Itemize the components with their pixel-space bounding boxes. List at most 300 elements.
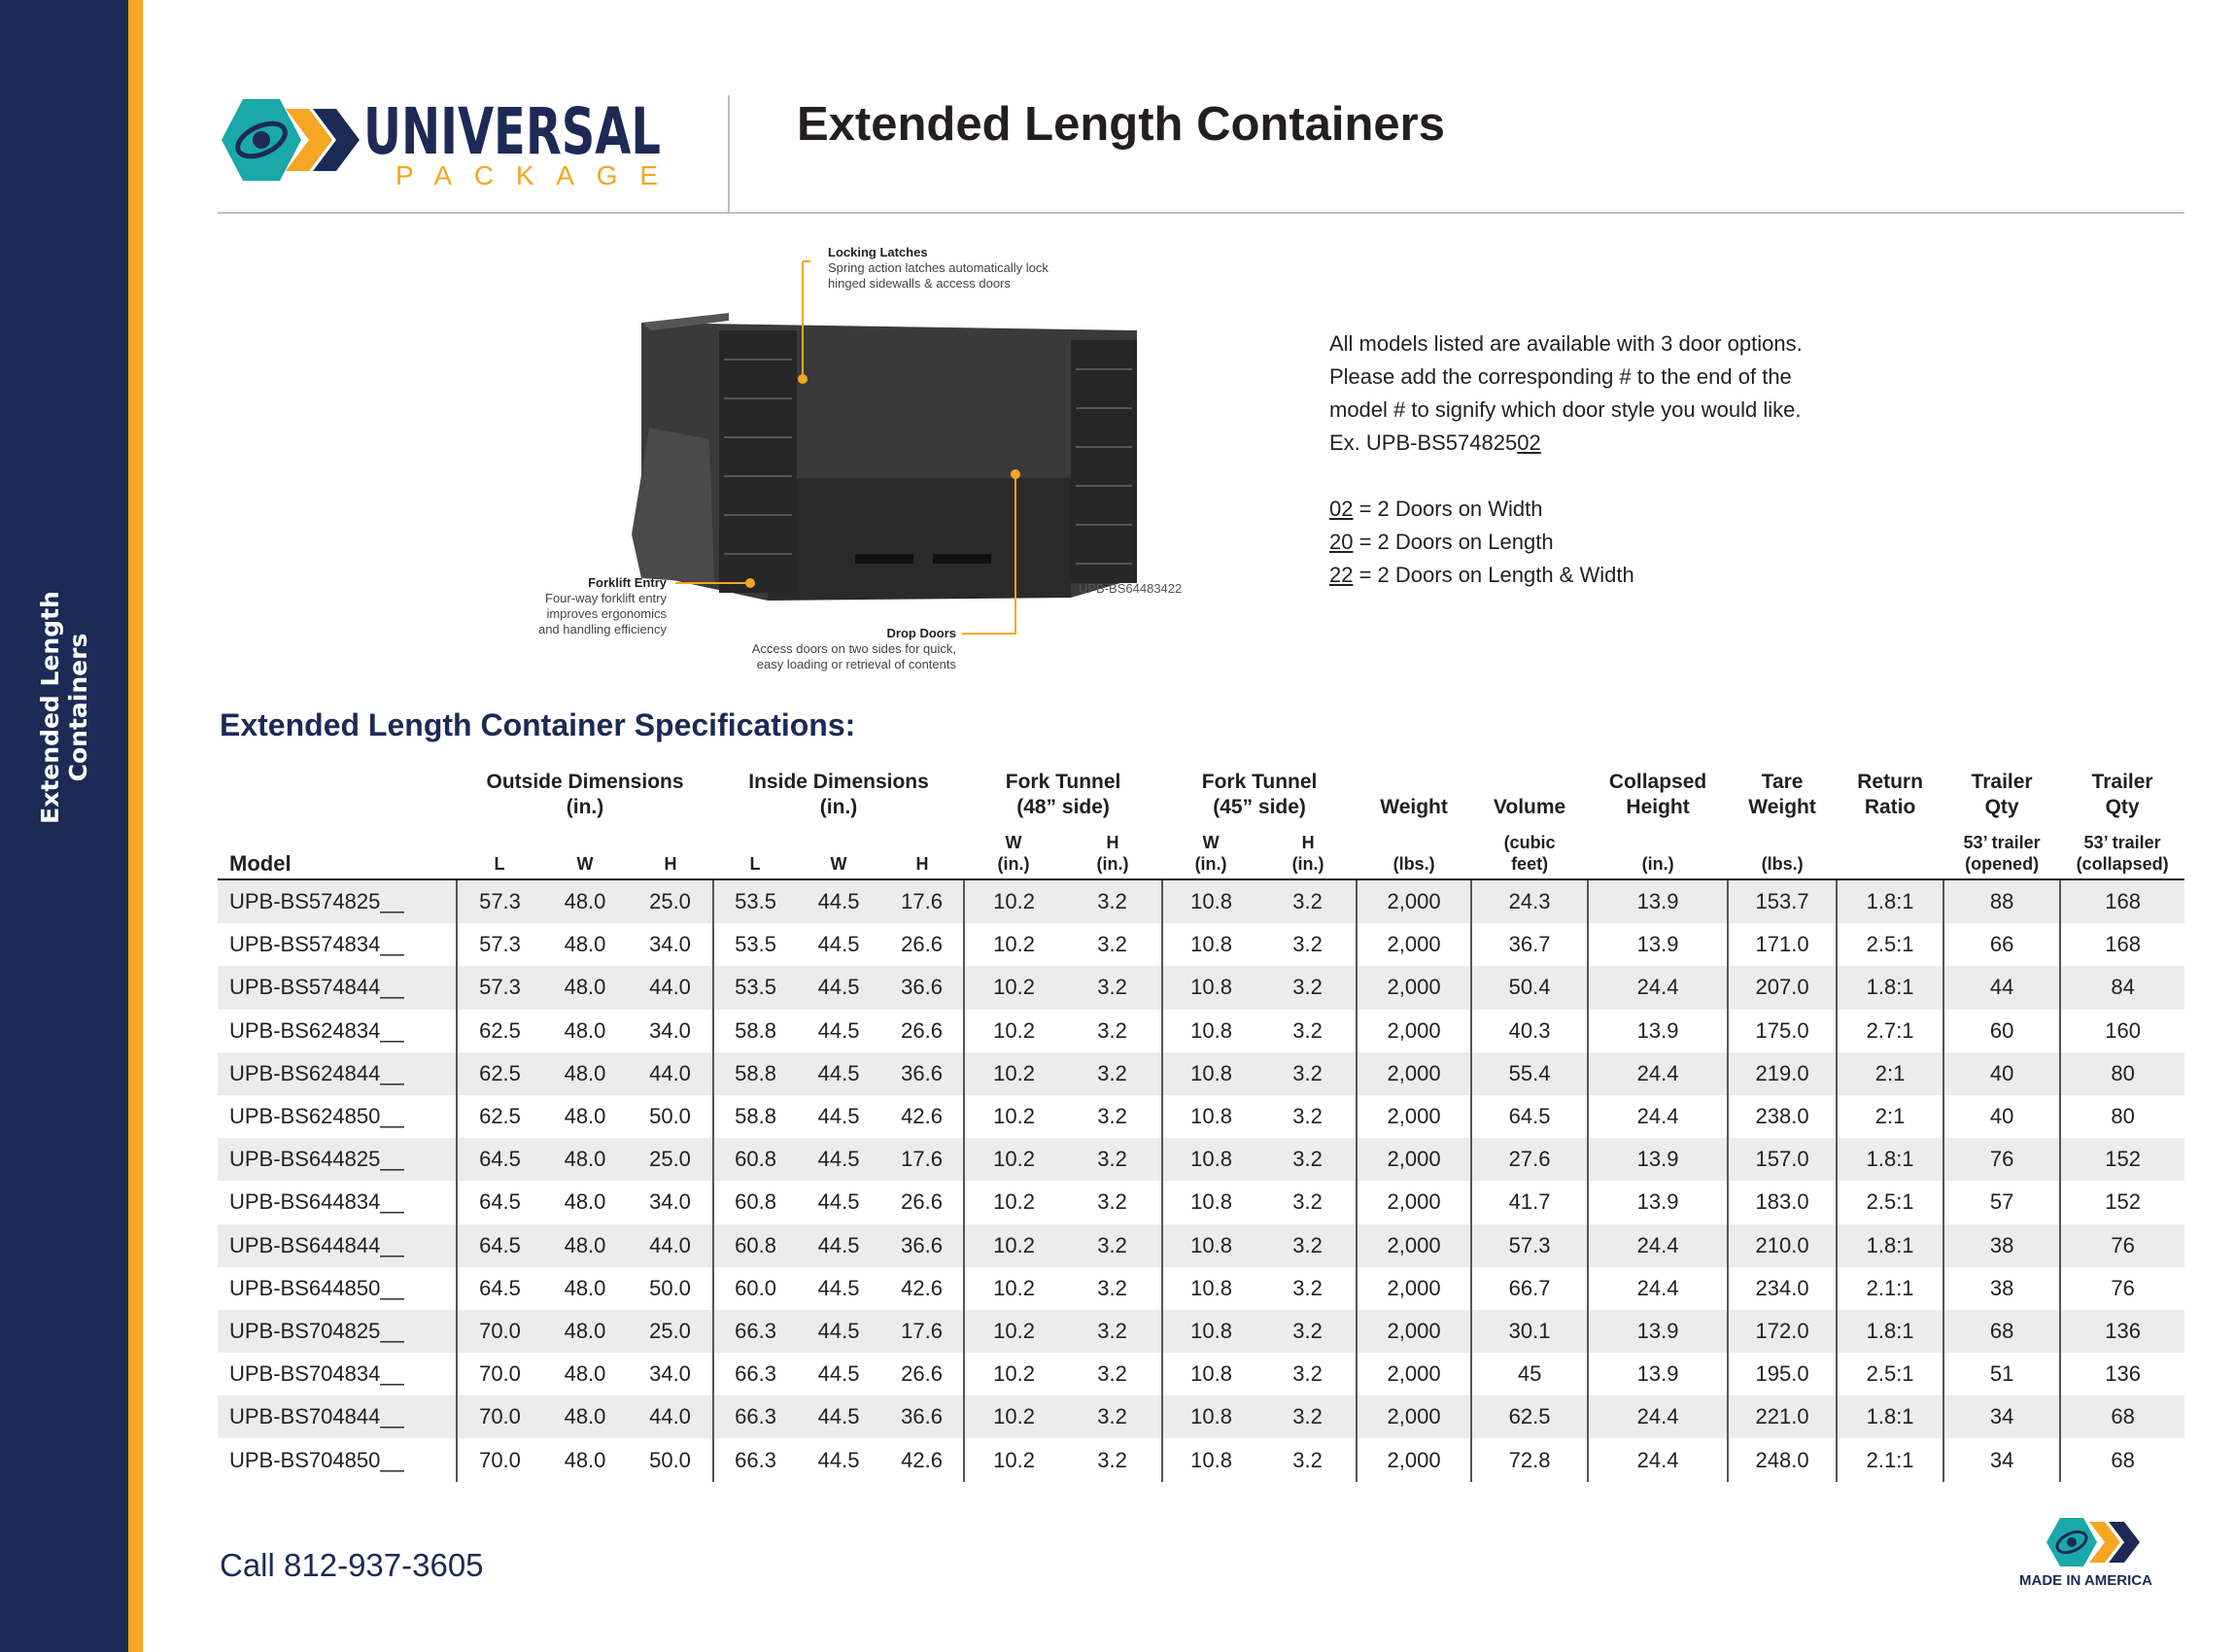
spec-cell: 34 [1943, 1438, 2060, 1481]
door-info-example [1329, 427, 1803, 460]
spec-cell: 44.5 [797, 1395, 880, 1438]
spec-cell: 44.0 [628, 1052, 713, 1095]
spec-cell: 10.8 [1162, 1052, 1259, 1095]
spec-cell: 25.0 [628, 1310, 713, 1353]
spec-cell: 2,000 [1357, 1438, 1471, 1481]
spec-cell: 1.8:1 [1837, 1224, 1943, 1267]
header-trailer-qty-opened: Trailer Qty [1971, 771, 2033, 818]
door-info-line: All models listed are available with 3 door options. [1329, 331, 1803, 356]
spec-cell: 2,000 [1357, 1224, 1471, 1267]
spec-cell: 51 [1943, 1353, 2060, 1395]
spec-cell: 44.0 [628, 1224, 713, 1267]
table-row [218, 1010, 2184, 1052]
spec-cell: 36.6 [880, 1395, 964, 1438]
spec-cell: 3.2 [1063, 1310, 1162, 1353]
door-info-line: Please add the corresponding # to the end of the [1329, 364, 1792, 389]
door-option [1329, 559, 1803, 592]
spec-cell: 152 [2060, 1181, 2184, 1223]
spec-heading: Extended Length Container Specifications: [220, 707, 856, 742]
spec-cell: 44.5 [797, 966, 880, 1009]
example-prefix: Ex. UPB-BS574825 [1329, 430, 1518, 455]
spec-cell: 24.4 [1588, 1095, 1728, 1138]
sidebar [0, 0, 128, 1652]
door-options-info [1329, 327, 1803, 592]
spec-cell: 3.2 [1292, 1361, 1323, 1387]
spec-cell: 2:1 [1837, 1052, 1943, 1095]
spec-cell: 44.5 [797, 879, 880, 923]
spec-cell: 68 [2060, 1438, 2184, 1481]
model-cell: UPB-BS574825__ [218, 879, 457, 923]
spec-cell: 44.5 [797, 1224, 880, 1267]
spec-cell: 44 [1943, 966, 2060, 1009]
spec-cell: 10.8 [1162, 1438, 1259, 1481]
header-fork-tunnel-48: Fork Tunnel (48” side) [1005, 771, 1121, 818]
spec-cell: 24.4 [1588, 1438, 1728, 1481]
model-cell: UPB-BS624844__ [218, 1052, 457, 1095]
spec-cell: 44.5 [817, 1104, 860, 1129]
spec-cell: 48.0 [564, 932, 606, 957]
spec-cell: 3.2 [1292, 1189, 1323, 1215]
sidebar-label-line1: Extended Length [36, 591, 64, 824]
model-cell: UPB-BS704834__ [229, 1361, 404, 1387]
spec-cell: 40.3 [1471, 1010, 1588, 1052]
spec-cell: 10.8 [1162, 1138, 1259, 1181]
spec-cell: 136 [2060, 1353, 2184, 1395]
spec-cell: 36.7 [1471, 923, 1588, 966]
spec-cell: 3.2 [1259, 1395, 1357, 1438]
spec-cell: 62.5 [457, 1010, 542, 1052]
header-inside-h: H [880, 820, 964, 879]
spec-cell: 10.8 [1162, 1353, 1259, 1395]
spec-cell: 34.0 [649, 1189, 691, 1215]
model-cell: UPB-BS644850__ [229, 1275, 404, 1300]
spec-cell: 13.9 [1588, 1010, 1728, 1052]
spec-cell: 53.5 [713, 923, 797, 966]
spec-cell: 57.3 [1471, 1224, 1588, 1267]
spec-cell: 3.2 [1097, 1104, 1127, 1129]
spec-cell: 70.0 [457, 1395, 542, 1438]
spec-cell: 2,000 [1357, 879, 1471, 923]
spec-cell: 2,000 [1357, 923, 1471, 966]
spec-cell: 34.0 [649, 1017, 691, 1043]
spec-table [218, 758, 2184, 1482]
header-weight-unit: (lbs.) [1357, 820, 1471, 879]
door-option-label: = 2 Doors on Length [1353, 530, 1554, 554]
table-row [218, 1181, 2184, 1223]
spec-cell: 2,000 [1357, 1181, 1471, 1223]
spec-cell: 10.2 [964, 1395, 1063, 1438]
header-inside-dimensions: Inside Dimensions (in.) [748, 771, 929, 818]
table-row [218, 923, 2184, 966]
spec-cell: 48.0 [564, 1189, 606, 1215]
spec-cell: 53.5 [713, 966, 797, 1009]
callout-title: Locking Latches [828, 245, 928, 259]
door-option-code: 02 [1329, 497, 1354, 521]
spec-cell: 48.0 [542, 1138, 628, 1181]
spec-cell: 10.2 [964, 879, 1063, 923]
spec-cell: 3.2 [1097, 932, 1127, 957]
spec-cell: 44.5 [817, 1275, 860, 1300]
spec-cell: 13.9 [1588, 1353, 1728, 1395]
spec-cell: 3.2 [1097, 1017, 1127, 1043]
spec-cell: 25.0 [628, 1138, 713, 1181]
logo-wordmark: UNIVERSAL [363, 94, 661, 169]
table-row [218, 879, 2184, 923]
spec-cell: 66.7 [1471, 1267, 1588, 1310]
spec-cell: 24.4 [1588, 1267, 1728, 1310]
spec-cell: 36.6 [880, 966, 964, 1009]
spec-cell: 3.2 [1292, 1275, 1323, 1300]
model-cell: UPB-BS574844__ [218, 966, 457, 1009]
universal-package-logo [218, 91, 665, 189]
spec-cell: 17.6 [880, 1138, 964, 1181]
spec-cell: 136 [2060, 1310, 2184, 1353]
callout-title: Drop Doors [886, 626, 956, 640]
spec-cell: 45 [1471, 1353, 1588, 1395]
spec-cell: 3.2 [1259, 1052, 1357, 1095]
spec-cell: 76 [2060, 1224, 2184, 1267]
logo-mark-icon [218, 91, 665, 189]
table-row [218, 1310, 2184, 1353]
phone-number: Call 812-937-3605 [220, 1547, 484, 1583]
spacer [1329, 460, 1803, 493]
spec-cell: 48.0 [564, 1017, 606, 1043]
spec-cell: 80 [2060, 1052, 2184, 1095]
table-row [218, 1353, 2184, 1395]
model-cell: UPB-BS644825__ [218, 1138, 457, 1181]
spec-cell: 70.0 [457, 1438, 542, 1481]
model-cell: UPB-BS624850__ [229, 1104, 404, 1129]
spec-cell: 2.1:1 [1837, 1267, 1943, 1310]
header-rule [218, 212, 2184, 214]
spec-cell: 2.1:1 [1837, 1438, 1943, 1481]
spec-cell: 68 [2060, 1395, 2184, 1438]
spec-cell: 40 [1943, 1052, 2060, 1095]
model-cell: UPB-BS624834__ [229, 1017, 404, 1043]
spec-cell: 157.0 [1728, 1138, 1837, 1181]
header-outside-w: W [542, 820, 628, 879]
spec-cell: 27.6 [1471, 1138, 1588, 1181]
spec-cell: 2,000 [1357, 1395, 1471, 1438]
header-weight: Weight [1380, 796, 1448, 818]
callout-text: hinged sidewalls & access doors [828, 276, 1011, 291]
spec-cell: 168 [2060, 923, 2184, 966]
spec-cell: 17.6 [880, 879, 964, 923]
spec-cell: 44.5 [817, 1189, 860, 1215]
spec-cell: 238.0 [1728, 1095, 1837, 1138]
spec-cell: 10.8 [1162, 966, 1259, 1009]
spec-cell: 3.2 [1292, 1104, 1323, 1129]
spec-cell: 10.2 [964, 1095, 1063, 1138]
header-trailer-qty-collapsed: Trailer Qty [2091, 771, 2153, 818]
model-cell: UPB-BS574834__ [229, 932, 404, 957]
spec-cell: 42.6 [901, 1447, 943, 1472]
callout-text: improves ergonomics [546, 606, 667, 621]
spec-cell: 24.4 [1588, 1224, 1728, 1267]
spec-cell: 10.8 [1162, 923, 1259, 966]
spec-cell: 172.0 [1728, 1310, 1837, 1353]
spec-cell: 48.0 [542, 1224, 628, 1267]
spec-cell: 88 [1943, 879, 2060, 923]
spec-cell: 34 [1943, 1395, 2060, 1438]
spec-cell: 2,000 [1357, 1095, 1471, 1138]
spec-cell: 3.2 [1292, 1447, 1323, 1472]
spec-cell: 44.0 [628, 966, 713, 1009]
spec-cell: 10.8 [1162, 879, 1259, 923]
door-option-label: = 2 Doors on Length & Width [1353, 563, 1634, 587]
spec-cell: 44.5 [817, 1017, 860, 1043]
spec-cell: 3.2 [1097, 1447, 1127, 1472]
spec-cell: 66.3 [713, 1395, 797, 1438]
spec-cell: 17.6 [880, 1310, 964, 1353]
spec-cell: 10.8 [1162, 1310, 1259, 1353]
spec-cell: 13.9 [1588, 879, 1728, 923]
spec-cell: 38 [1943, 1224, 2060, 1267]
spec-cell: 44.5 [817, 1361, 860, 1387]
header-fork45-w: W (in.) [1162, 820, 1259, 879]
spec-cell: 57.3 [457, 966, 542, 1009]
spec-cell: 44.5 [817, 1447, 860, 1472]
spec-cell: 60 [1943, 1010, 2060, 1052]
spec-cell: 44.5 [797, 1052, 880, 1095]
model-cell: UPB-BS704844__ [218, 1395, 457, 1438]
callout-text: Four-way forklift entry [545, 591, 667, 605]
spec-cell: 58.8 [713, 1010, 797, 1052]
spec-cell: 64.5 [457, 1181, 542, 1223]
page-title: Extended Length Containers [797, 98, 1446, 151]
spec-cell: 10.2 [964, 1310, 1063, 1353]
spec-cell: 64.5 [457, 1267, 542, 1310]
spec-cell: 10.2 [964, 1438, 1063, 1481]
spec-cell: 48.0 [542, 1052, 628, 1095]
spec-cell: 2,000 [1357, 1052, 1471, 1095]
spec-cell: 41.7 [1471, 1181, 1588, 1223]
spec-cell: 44.5 [817, 932, 860, 957]
spec-cell: 10.2 [964, 1267, 1063, 1310]
spec-cell: 3.2 [1292, 932, 1323, 957]
spec-cell: 60.8 [713, 1224, 797, 1267]
header-inside-w: W [797, 820, 880, 879]
spec-cell: 44.5 [797, 1310, 880, 1353]
header-fork-tunnel-45: Fork Tunnel (45” side) [1201, 771, 1318, 818]
model-cell: UPB-BS704825__ [218, 1310, 457, 1353]
spec-cell: 48.0 [542, 1310, 628, 1353]
spec-cell: 58.8 [713, 1052, 797, 1095]
spec-cell: 168 [2060, 879, 2184, 923]
spec-cell: 58.8 [713, 1095, 797, 1138]
spec-cell: 36.6 [880, 1052, 964, 1095]
door-option-code: 20 [1329, 530, 1354, 554]
callout-locking-latches [828, 245, 1049, 292]
spec-cell: 30.1 [1471, 1310, 1588, 1353]
model-cell: UPB-BS644844__ [218, 1224, 457, 1267]
spec-cell: 48.0 [542, 879, 628, 923]
door-option-code: 22 [1329, 563, 1354, 587]
spec-cell: 3.2 [1097, 1189, 1127, 1215]
spec-cell: 10.8 [1162, 1095, 1259, 1138]
spec-cell: 3.2 [1259, 1138, 1357, 1181]
spec-cell: 248.0 [1728, 1438, 1837, 1481]
header-volume-unit: (cubic feet) [1471, 820, 1588, 879]
header-divider [728, 95, 730, 212]
spec-cell: 207.0 [1728, 966, 1837, 1009]
door-option-label: = 2 Doors on Width [1353, 497, 1543, 521]
callout-title: Forklift Entry [588, 575, 667, 590]
spec-cell: 3.2 [1259, 1310, 1357, 1353]
spec-cell: 3.2 [1063, 879, 1162, 923]
spec-cell: 66.3 [713, 1353, 797, 1395]
spec-cell: 62.5 [457, 1095, 542, 1138]
header-collapsed-unit: (in.) [1588, 820, 1728, 879]
spec-cell: 26.6 [901, 1361, 943, 1387]
spec-cell: 64.5 [457, 1224, 542, 1267]
callout-forklift-entry [476, 575, 667, 637]
spec-cell: 64.5 [1471, 1095, 1588, 1138]
spec-cell: 80 [2060, 1095, 2184, 1138]
header-outside-l: L [457, 820, 542, 879]
spec-cell: 50.0 [649, 1104, 691, 1129]
callout-drop-doors [670, 626, 956, 672]
table-row [218, 1095, 2184, 1138]
spec-cell: 57 [1943, 1181, 2060, 1223]
spec-cell: 42.6 [901, 1275, 943, 1300]
spec-cell: 70.0 [457, 1353, 542, 1395]
spec-cell: 3.2 [1063, 966, 1162, 1009]
spec-cell: 10.8 [1162, 1395, 1259, 1438]
model-cell: UPB-BS644834__ [229, 1189, 404, 1215]
spec-cell: 50.4 [1471, 966, 1588, 1009]
example-suffix: 02 [1517, 430, 1541, 455]
header-outside-h: H [628, 820, 713, 879]
spec-cell: 48.0 [542, 1395, 628, 1438]
sidebar-label [36, 591, 92, 824]
spec-cell: 3.2 [1097, 1361, 1127, 1387]
spec-cell: 26.6 [901, 932, 943, 957]
spec-cell: 76 [2060, 1267, 2184, 1310]
spec-cell: 25.0 [628, 879, 713, 923]
spec-cell: 13.9 [1588, 1138, 1728, 1181]
spec-cell: 68 [1943, 1310, 2060, 1353]
spec-cell: 40 [1943, 1095, 2060, 1138]
spec-cell: 76 [1943, 1138, 2060, 1181]
spec-table-body [218, 879, 2184, 1482]
spec-cell: 10.2 [964, 1010, 1063, 1052]
spec-cell: 2.5:1 [1837, 1181, 1943, 1223]
spec-cell: 44.0 [628, 1395, 713, 1438]
spec-cell: 10.8 [1162, 1181, 1259, 1223]
spec-cell: 53.5 [713, 879, 797, 923]
spec-cell: 66.3 [713, 1310, 797, 1353]
spec-cell: 10.2 [964, 1181, 1063, 1223]
spec-cell: 3.2 [1063, 1224, 1162, 1267]
spec-cell: 3.2 [1063, 1138, 1162, 1181]
spec-cell: 3.2 [1097, 1275, 1127, 1300]
spec-cell: 13.9 [1588, 923, 1728, 966]
spec-cell: 26.6 [901, 1017, 943, 1043]
spec-cell: 152 [2060, 1138, 2184, 1181]
spec-cell: 2.7:1 [1837, 1010, 1943, 1052]
spec-cell: 50.0 [649, 1275, 691, 1300]
spec-cell: 48.0 [564, 1447, 606, 1472]
spec-cell: 175.0 [1728, 1010, 1837, 1052]
spec-cell: 60.8 [713, 1138, 797, 1181]
spec-cell: 3.2 [1259, 879, 1357, 923]
door-option [1329, 526, 1803, 559]
spec-cell: 24.4 [1588, 1395, 1728, 1438]
spec-cell: 2,000 [1357, 1138, 1471, 1181]
spec-cell: 210.0 [1728, 1224, 1837, 1267]
container-figure [476, 233, 1254, 690]
made-in-america-icon [2045, 1512, 2159, 1572]
spec-cell: 60.0 [713, 1267, 797, 1310]
table-row [218, 1138, 2184, 1181]
door-option [1329, 493, 1803, 526]
spec-cell: 1.8:1 [1837, 1395, 1943, 1438]
spec-cell: 221.0 [1728, 1395, 1837, 1438]
spec-cell: 2,000 [1357, 1310, 1471, 1353]
spec-cell: 44.5 [797, 1138, 880, 1181]
table-header-groups [218, 758, 2184, 820]
table-header-units [218, 820, 2184, 879]
callout-text: Access doors on two sides for quick, [751, 641, 956, 656]
spec-cell: 50.0 [649, 1447, 691, 1472]
spec-cell: 48.0 [542, 966, 628, 1009]
spec-cell: 10.2 [964, 1138, 1063, 1181]
header-blank [218, 758, 457, 820]
spec-cell: 10.2 [964, 1052, 1063, 1095]
header-trailer-collapsed-unit: 53’ trailer (collapsed) [2060, 820, 2184, 879]
made-in-america-text: MADE IN AMERICA [2019, 1572, 2152, 1589]
spec-cell: 57.3 [457, 923, 542, 966]
header-return-unit [1837, 820, 1943, 879]
spec-cell: 57.3 [457, 879, 542, 923]
header-volume: Volume [1493, 796, 1566, 818]
spec-cell: 195.0 [1728, 1353, 1837, 1395]
table-row [218, 1052, 2184, 1095]
header-fork45-h: H (in.) [1259, 820, 1357, 879]
header-collapsed-height: Collapsed Height [1608, 771, 1707, 818]
spec-cell: 70.0 [457, 1310, 542, 1353]
header-inside-l: L [713, 820, 797, 879]
spec-cell: 10.2 [964, 1353, 1063, 1395]
figure-model-label: UPB-BS64483422 [1079, 581, 1183, 596]
spec-cell: 10.2 [964, 966, 1063, 1009]
spec-cell: 62.5 [457, 1052, 542, 1095]
spec-cell: 171.0 [1728, 923, 1837, 966]
spec-cell: 13.9 [1588, 1310, 1728, 1353]
spec-cell: 66.3 [713, 1438, 797, 1481]
spec-cell: 38 [1943, 1267, 2060, 1310]
header-outside-dimensions: Outside Dimensions (in.) [486, 771, 684, 818]
header-fork48-w: W (in.) [964, 820, 1063, 879]
spec-cell: 24.4 [1588, 966, 1728, 1009]
table-row [218, 1395, 2184, 1438]
callout-text: Spring action latches automatically lock [828, 260, 1049, 275]
spec-cell: 1.8:1 [1837, 879, 1943, 923]
spec-cell: 219.0 [1728, 1052, 1837, 1095]
spec-cell: 36.6 [880, 1224, 964, 1267]
spec-cell: 3.2 [1063, 1395, 1162, 1438]
header-fork48-h: H (in.) [1063, 820, 1162, 879]
spec-cell: 66 [1943, 923, 2060, 966]
spec-cell: 10.2 [964, 1224, 1063, 1267]
table-row [218, 1267, 2184, 1310]
spec-cell: 2,000 [1357, 1267, 1471, 1310]
model-cell: UPB-BS704850__ [229, 1447, 404, 1472]
sidebar-label-line2: Containers [64, 633, 92, 782]
table-row [218, 1438, 2184, 1481]
callout-text: and handling efficiency [537, 622, 667, 637]
